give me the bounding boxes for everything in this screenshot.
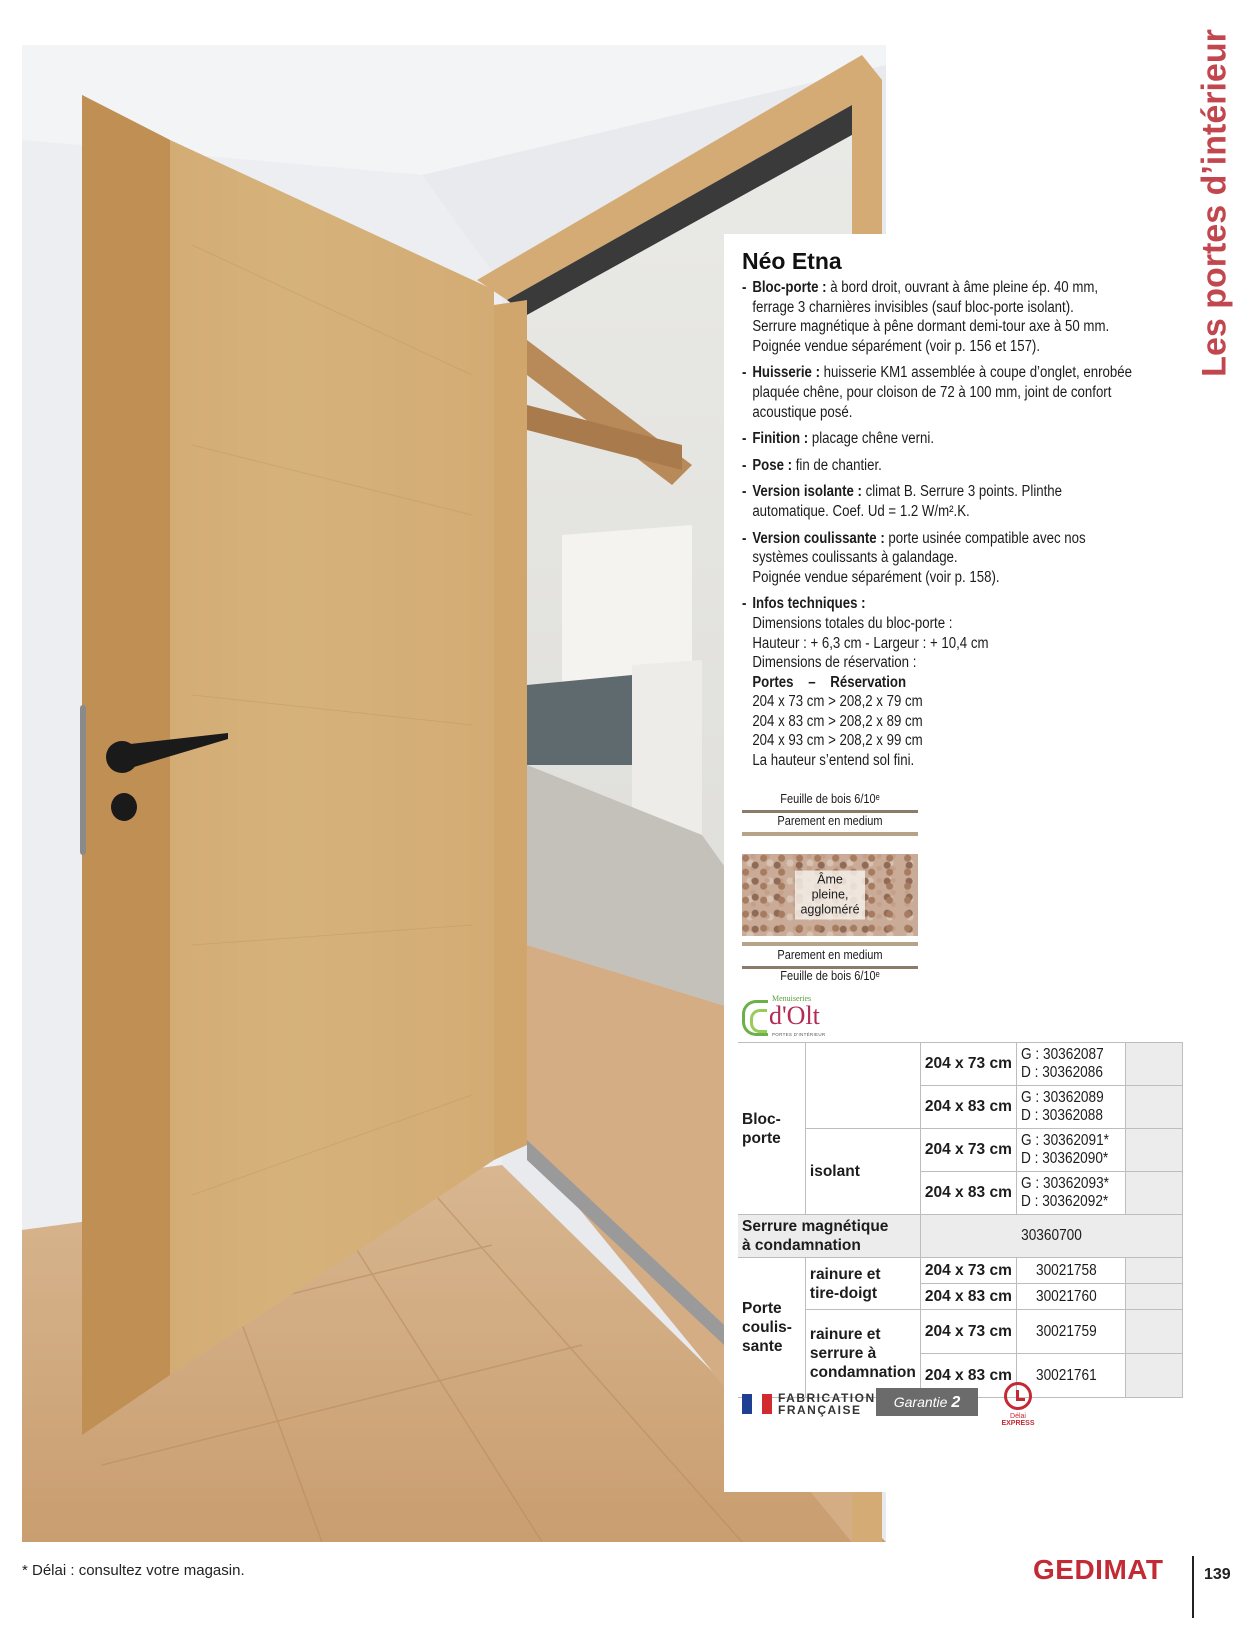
menuiseries-dolt-logo	[742, 994, 862, 1038]
page-separator	[1192, 1556, 1194, 1618]
ref-d: D : 30362090*	[1020, 1150, 1109, 1167]
bloc-porte-label: Bloc- porte	[738, 1043, 805, 1215]
flag-stripe	[762, 1394, 772, 1414]
serrure-label: Serrure magnétique à condamnation	[738, 1215, 920, 1258]
spec-label: Huisserie :	[752, 364, 821, 382]
layer-core	[742, 854, 918, 936]
size-cell: 204 x 83 cm	[920, 1354, 1016, 1398]
rainure-serrure-label: rainure et serrure à condamnation	[805, 1310, 920, 1398]
spec-line: Serrure magnétique à pêne dormant demi-tour axe à 50 mm.	[752, 318, 1110, 336]
reservation-row: 204 x 93 cm > 208,2 x 99 cm	[752, 732, 923, 750]
layer-core-label: Âme pleine, aggloméré	[795, 871, 865, 920]
spec-line: acoustique posé.	[752, 403, 853, 421]
ref-g: G : 30362087	[1020, 1046, 1104, 1063]
layer-label: Feuille de bois 6/10ᵉ	[780, 969, 880, 983]
spec-line: Poignée vendue séparément (voir p. 156 et 157).	[752, 337, 1041, 355]
ref-cell	[1016, 1086, 1125, 1129]
spec-label: Finition :	[752, 430, 809, 448]
reservation-row: 204 x 73 cm > 208,2 x 79 cm	[752, 693, 923, 711]
garantie-badge	[876, 1388, 978, 1440]
spec-line: porte usinée compatible avec nos	[888, 529, 1086, 547]
reference-table	[738, 1042, 1183, 1398]
spec-bloc-porte	[742, 278, 1172, 356]
ref-cell	[1016, 1258, 1125, 1284]
ref-value: 30021759	[1036, 1322, 1098, 1340]
leaf-icon	[742, 1000, 768, 1036]
layer-strip	[742, 832, 918, 836]
empty-cell	[805, 1043, 920, 1129]
reservation-row: 204 x 83 cm > 208,2 x 89 cm	[752, 712, 923, 730]
spec-huisserie	[742, 363, 1172, 422]
spec-label: Pose :	[752, 456, 793, 474]
spec-line: Dimensions totales du bloc-porte :	[752, 614, 953, 632]
layer-label: Parement en medium	[777, 814, 883, 828]
spec-label: Version isolante :	[752, 483, 862, 501]
ref-cell	[1016, 1129, 1125, 1172]
ref-g: G : 30362091*	[1020, 1132, 1109, 1149]
delai-express-badge	[998, 1380, 1038, 1440]
door-layers-diagram	[742, 792, 922, 983]
page-number: 139	[1204, 1566, 1231, 1583]
layer-label: Feuille de bois 6/10ᵉ	[780, 792, 880, 806]
fabrication-francaise: FABRICATION FRANÇAISE	[778, 1391, 876, 1417]
ref-cell	[1016, 1284, 1125, 1310]
spec-version-coulissante	[742, 529, 1172, 588]
rainure-tire-doigt-label: rainure et tire-doigt	[805, 1258, 920, 1310]
spec-line: fin de chantier.	[795, 456, 882, 474]
spec-label: Bloc-porte :	[752, 279, 827, 296]
reservation-header: Portes – Réservation	[752, 673, 907, 691]
spec-finition	[742, 429, 1172, 449]
garantie-value: 2 ANS	[910, 1394, 961, 1440]
ref-value: 30021761	[1036, 1366, 1098, 1384]
layer-strip	[742, 810, 918, 813]
spec-line: Dimensions de réservation :	[752, 654, 917, 672]
size-cell: 204 x 83 cm	[920, 1284, 1016, 1310]
ref-value: 30021758	[1036, 1261, 1098, 1279]
clock-icon	[1004, 1382, 1032, 1410]
empty-cell	[1125, 1310, 1182, 1354]
porte-coulissante-label: Porte coulis- sante	[738, 1258, 805, 1398]
section-title-vertical	[1194, 8, 1236, 398]
ref-cell	[1016, 1310, 1125, 1354]
empty-cell	[1125, 1043, 1182, 1086]
ref-d: D : 30362088	[1020, 1107, 1103, 1124]
ref-cell	[1016, 1043, 1125, 1086]
logo-small-top: Menuiseries	[772, 994, 812, 1003]
logo-name: d'Olt	[769, 1001, 820, 1030]
spec-line: à bord droit, ouvrant à âme pleine ép. 40 mm,	[830, 279, 1099, 296]
empty-cell	[1125, 1086, 1182, 1129]
serrure-ref	[920, 1215, 1182, 1258]
flag-stripe	[742, 1394, 752, 1414]
product-panel	[724, 234, 1194, 1492]
spec-line: ferrage 3 charnières invisibles (sauf bloc-porte isolant).	[752, 298, 1074, 316]
spec-line: huisserie KM1 assemblée à coupe d’onglet, enrobée	[823, 364, 1132, 382]
empty-cell	[1125, 1284, 1182, 1310]
ref-d: D : 30362092*	[1020, 1193, 1109, 1210]
express-label: EXPRESS	[1001, 1420, 1035, 1427]
badges-row	[742, 1380, 1182, 1440]
spec-label: Version coulissante :	[752, 529, 885, 547]
ref-g: G : 30362089	[1020, 1089, 1104, 1106]
empty-cell	[1125, 1129, 1182, 1172]
flag-stripe	[752, 1394, 762, 1414]
spec-infos-techniques	[742, 594, 1172, 770]
size-cell: 204 x 73 cm	[920, 1310, 1016, 1354]
serrure-ref-value: 30360700	[1021, 1227, 1082, 1244]
size-cell: 204 x 73 cm	[920, 1043, 1016, 1086]
size-cell: 204 x 83 cm	[920, 1086, 1016, 1129]
gedimat-logo: GEDIMAT	[1033, 1554, 1164, 1585]
isolant-label: isolant	[805, 1129, 920, 1215]
french-flag-icon	[742, 1394, 772, 1414]
reservation-note: La hauteur s’entend sol fini.	[752, 752, 915, 770]
spec-version-isolante	[742, 482, 1172, 521]
spec-line: Hauteur : + 6,3 cm - Largeur : + 10,4 cm	[752, 634, 989, 652]
size-cell: 204 x 73 cm	[920, 1258, 1016, 1284]
spec-pose	[742, 456, 1172, 476]
spec-line: Poignée vendue séparément (voir p. 158).	[752, 568, 1000, 586]
empty-cell	[1125, 1258, 1182, 1284]
ref-value: 30021760	[1036, 1287, 1098, 1305]
spec-list	[742, 278, 1172, 771]
empty-cell	[1125, 1172, 1182, 1215]
section-title-text: Les portes d’intérieur	[1195, 29, 1234, 377]
logo-small-bottom: PORTES D'INTÉRIEUR	[772, 1032, 826, 1037]
size-cell: 204 x 73 cm	[920, 1129, 1016, 1172]
spec-line: automatique. Coef. Ud = 1.2 W/m².K.	[752, 502, 970, 520]
footnote: * Délai : consultez votre magasin.	[22, 1562, 245, 1579]
product-title: Néo Etna	[742, 248, 842, 274]
spec-line: plaquée chêne, pour cloison de 72 à 100 mm, joint de confort	[752, 383, 1112, 401]
delai-label: Délai	[1010, 1413, 1026, 1420]
layer-label: Parement en medium	[777, 948, 883, 962]
garantie-prefix: Garantie	[893, 1394, 948, 1410]
ref-g: G : 30362093*	[1020, 1175, 1109, 1192]
spec-line: placage chêne verni.	[811, 430, 935, 448]
size-cell: 204 x 83 cm	[920, 1172, 1016, 1215]
spec-line: systèmes coulissants à galandage.	[752, 549, 958, 567]
ref-cell	[1016, 1172, 1125, 1215]
spec-line: climat B. Serrure 3 points. Plinthe	[865, 483, 1063, 501]
ref-d: D : 30362086	[1020, 1064, 1103, 1081]
layer-strip	[742, 942, 918, 946]
spec-label: Infos techniques :	[752, 595, 866, 613]
